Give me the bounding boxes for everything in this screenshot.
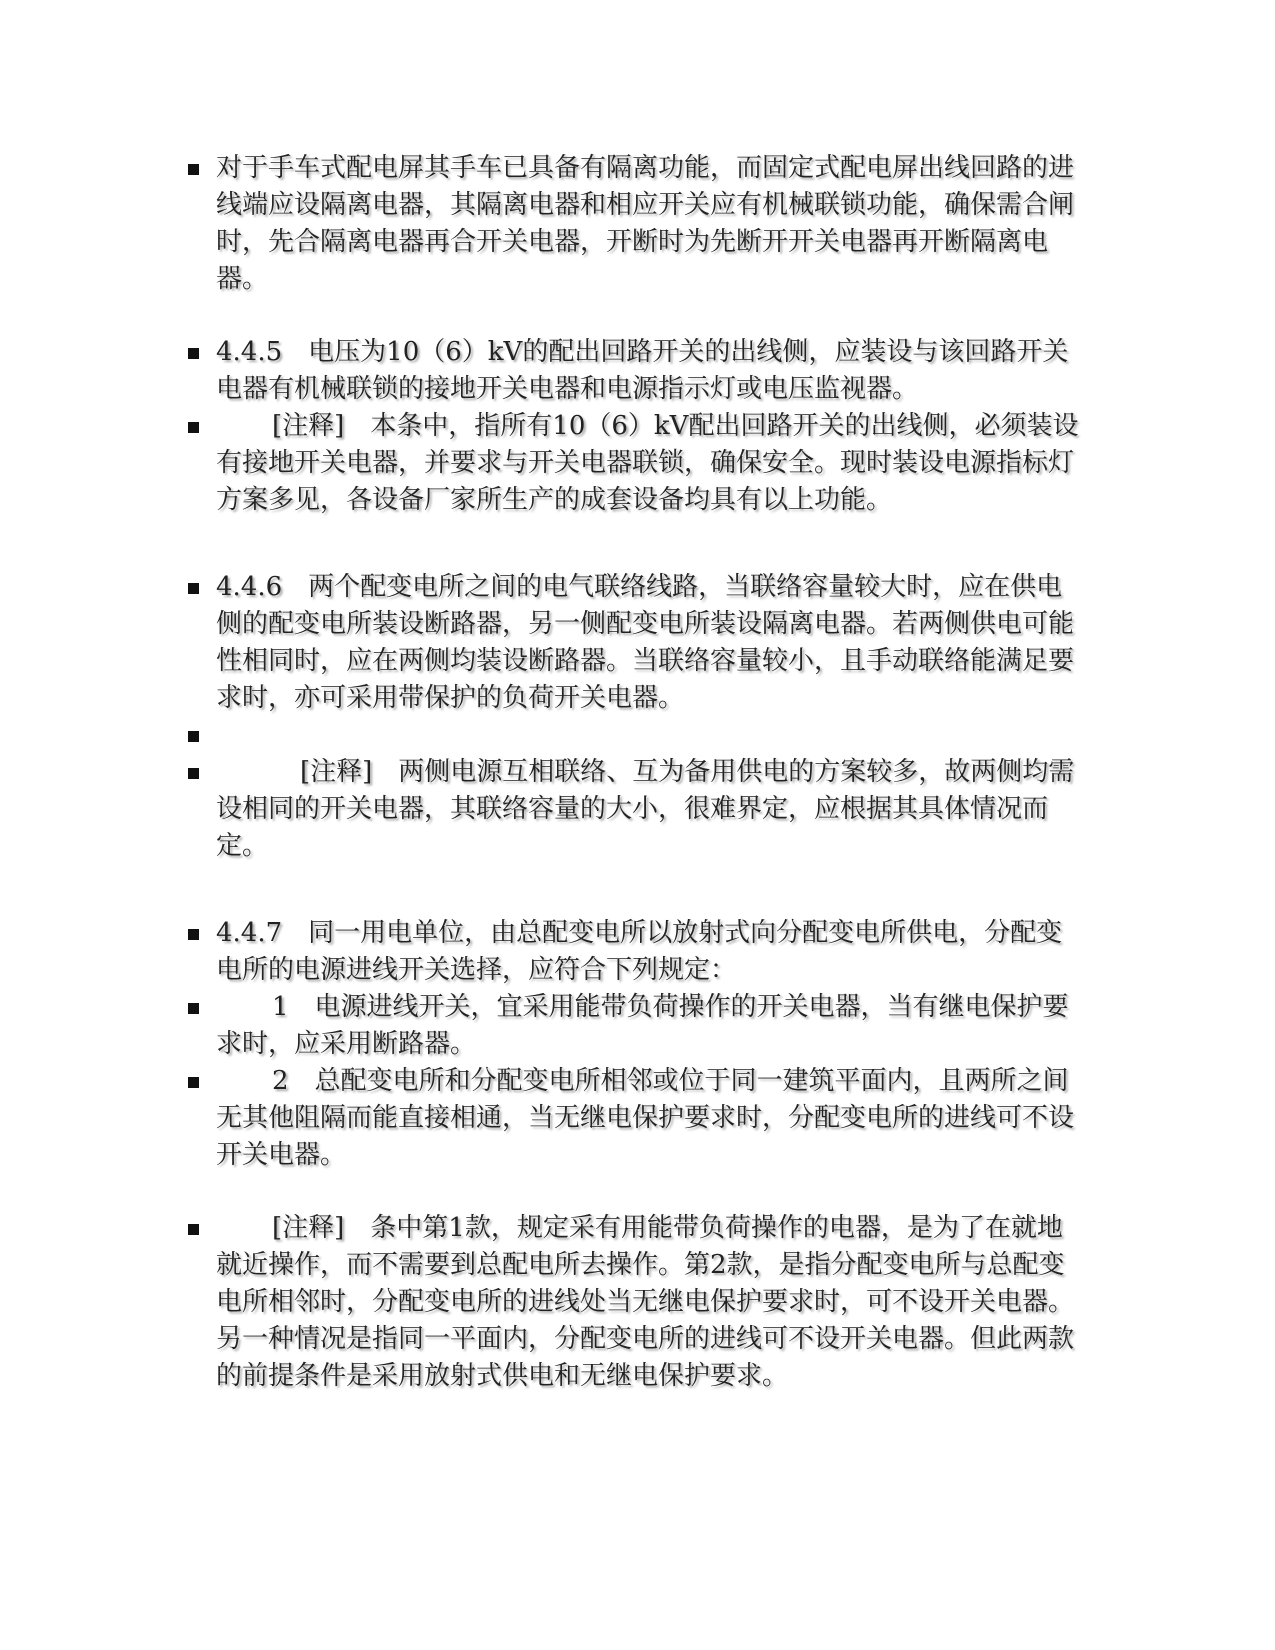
square-bullet-icon (188, 731, 199, 742)
square-bullet-icon (188, 583, 199, 594)
list-item (188, 989, 1088, 1063)
square-bullet-icon (188, 1224, 199, 1235)
square-bullet-icon (188, 422, 199, 433)
list-item (188, 717, 1088, 754)
list-item (188, 754, 1088, 865)
list-item (188, 915, 1088, 989)
paragraph-text: [注释] 条中第1款，规定采有用能带负荷操作的电器，是为了在就地就近操作，而不需要到总配电所去操作。第2款，是指分配变电所与总配变电所相邻时，分配变电所的进线处当无继电保护要求时，可不设开关电器。另一种情况是指同一平面内，分配变电所的进线可不设开关电器。但此两款的前提条件是采用放射式供电和无继电保护要求。 (216, 1213, 1075, 1391)
paragraph-text: [注释] 本条中，指所有10（6）kV配出回路开关的出线侧，必须装设有接地开关电器，并要求与开关电器联锁，确保安全。现时装设电源指标灯方案多见，各设备厂家所生产的成套设备均具有以上功能。 (216, 411, 1079, 515)
paragraph-text: 1 电源进线开关，宜采用能带负荷操作的开关电器，当有继电保护要求时，应采用断路器。 (216, 992, 1069, 1059)
square-bullet-icon (188, 1077, 199, 1088)
square-bullet-icon (188, 164, 199, 175)
paragraph-text: 4.4.6 两个配变电所之间的电气联络线路，当联络容量较大时，应在供电侧的配变电所装设断路器，另一侧配变电所装设隔离电器。若两侧供电可能性相同时，应在两侧均装设断路器。当联络容量较小，且手动联络能满足要求时，亦可采用带保护的负荷开关电器。 (216, 572, 1075, 713)
paragraph-text: 4.4.7 同一用电单位，由总配变电所以放射式向分配变电所供电，分配变电所的电源进线开关选择，应符合下列规定： (216, 918, 1063, 985)
square-bullet-icon (188, 348, 199, 359)
paragraph-text: 对于手车式配电屏其手车已具备有隔离功能，而固定式配电屏出线回路的进线端应设隔离电器，其隔离电器和相应开关应有机械联锁功能，确保需合闸时，先合隔离电器再合开关电器，开断时为先断开开关电器再开断隔离电器。 (216, 153, 1075, 294)
list-item (188, 408, 1088, 519)
paragraph-text: 2 总配变电所和分配变电所相邻或位于同一建筑平面内，且两所之间无其他阻隔而能直接相通，当无继电保护要求时，分配变电所的进线可不设开关电器。 (216, 1066, 1075, 1170)
square-bullet-icon (188, 929, 199, 940)
square-bullet-icon (188, 768, 199, 779)
paragraph-text: [注释] 两侧电源互相联络、互为备用供电的方案较多，故两侧均需设相同的开关电器，其联络容量的大小，很难界定，应根据其具体情况而定。 (216, 757, 1075, 861)
list-item (188, 334, 1088, 408)
bullet-list (188, 150, 1088, 1395)
list-item (188, 569, 1088, 717)
list-item (188, 150, 1088, 298)
list-item (188, 1063, 1088, 1174)
square-bullet-icon (188, 1003, 199, 1014)
paragraph-text: 4.4.5 电压为10（6）kV的配出回路开关的出线侧，应装设与该回路开关电器有机械联锁的接地开关电器和电源指示灯或电压监视器。 (216, 337, 1069, 404)
list-item (188, 1210, 1088, 1395)
